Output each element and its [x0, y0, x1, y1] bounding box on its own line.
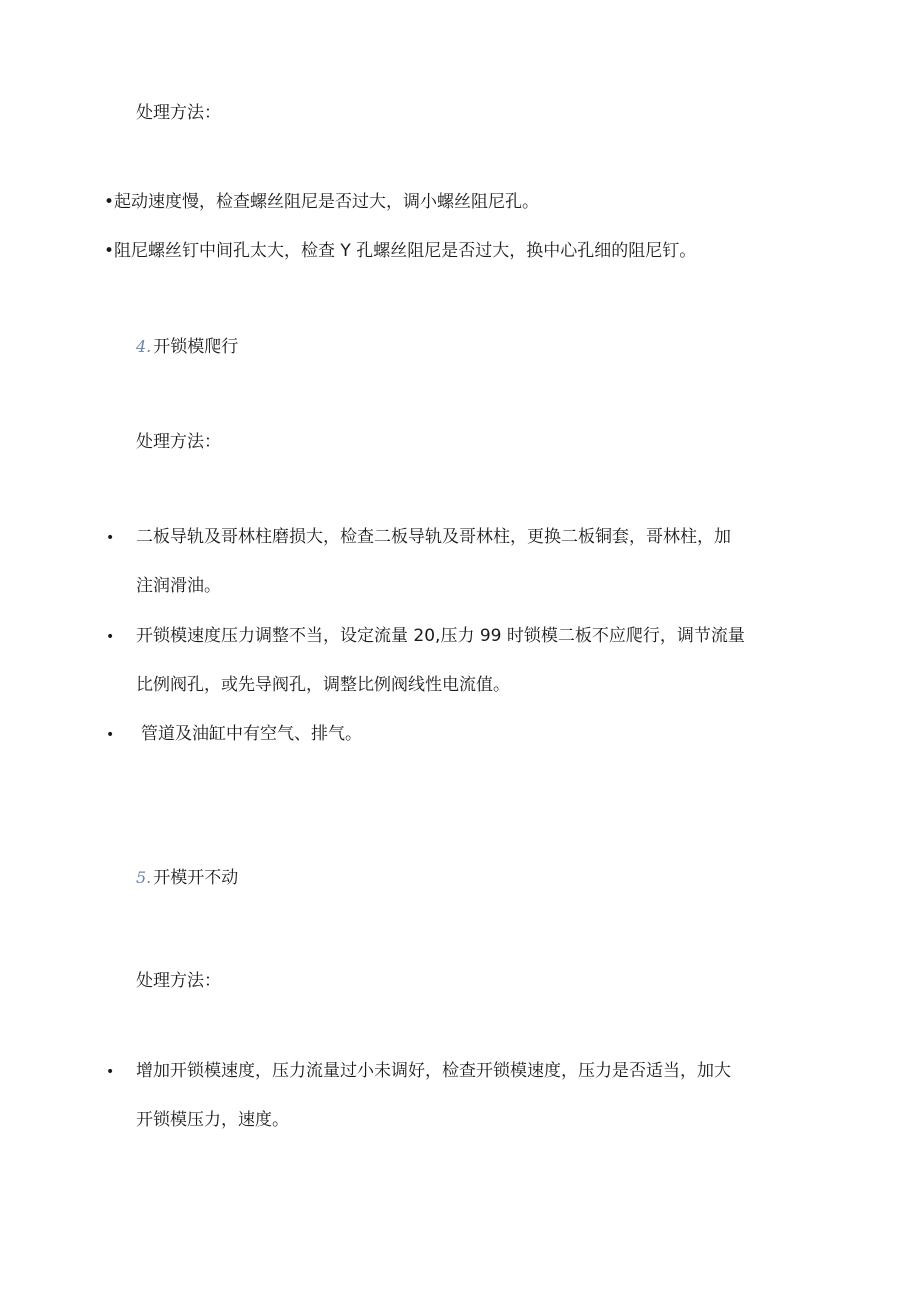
section-number: 5. [136, 868, 152, 887]
list-item: 开锁模速度压力调整不当，设定流量 20,压力 99 时锁模二板不应爬行，调节流量 [136, 626, 745, 646]
section-number: 4. [136, 337, 152, 356]
list-item-continuation: 比例阀孔，或先导阀孔，调整比例阀线性电流值。 [136, 675, 510, 695]
list-item: •阻尼螺丝钉中间孔太大，检查 Y 孔螺丝阻尼是否过大，换中心孔细的阻尼钉。 [104, 241, 697, 261]
bullet-marker: • [106, 530, 115, 546]
list-item-continuation: 注润滑油。 [136, 576, 221, 596]
method-label: 处理方法： [136, 971, 221, 991]
list-item: 增加开锁模速度，压力流量过小未调好，检查开锁模速度，压力是否适当，加大 [136, 1061, 731, 1081]
list-item: 二板导轨及哥林柱磨损大，检查二板导轨及哥林柱，更换二板铜套，哥林柱，加 [136, 527, 731, 547]
bullet-marker: • [106, 629, 115, 645]
list-item: •起动速度慢，检查螺丝阻尼是否过大，调小螺丝阻尼孔。 [104, 192, 540, 212]
method-label: 处理方法： [136, 432, 221, 452]
list-item-continuation: 开锁模压力，速度。 [136, 1110, 289, 1130]
section-heading [136, 866, 238, 890]
bullet-marker: • [106, 727, 115, 743]
bullet-marker: • [106, 1064, 115, 1080]
section-title: 开锁模爬行 [153, 337, 239, 357]
list-item: 管道及油缸中有空气、排气。 [141, 724, 362, 744]
method-label: 处理方法： [136, 103, 221, 123]
section-heading [136, 335, 238, 359]
section-title: 开模开不动 [153, 868, 239, 888]
